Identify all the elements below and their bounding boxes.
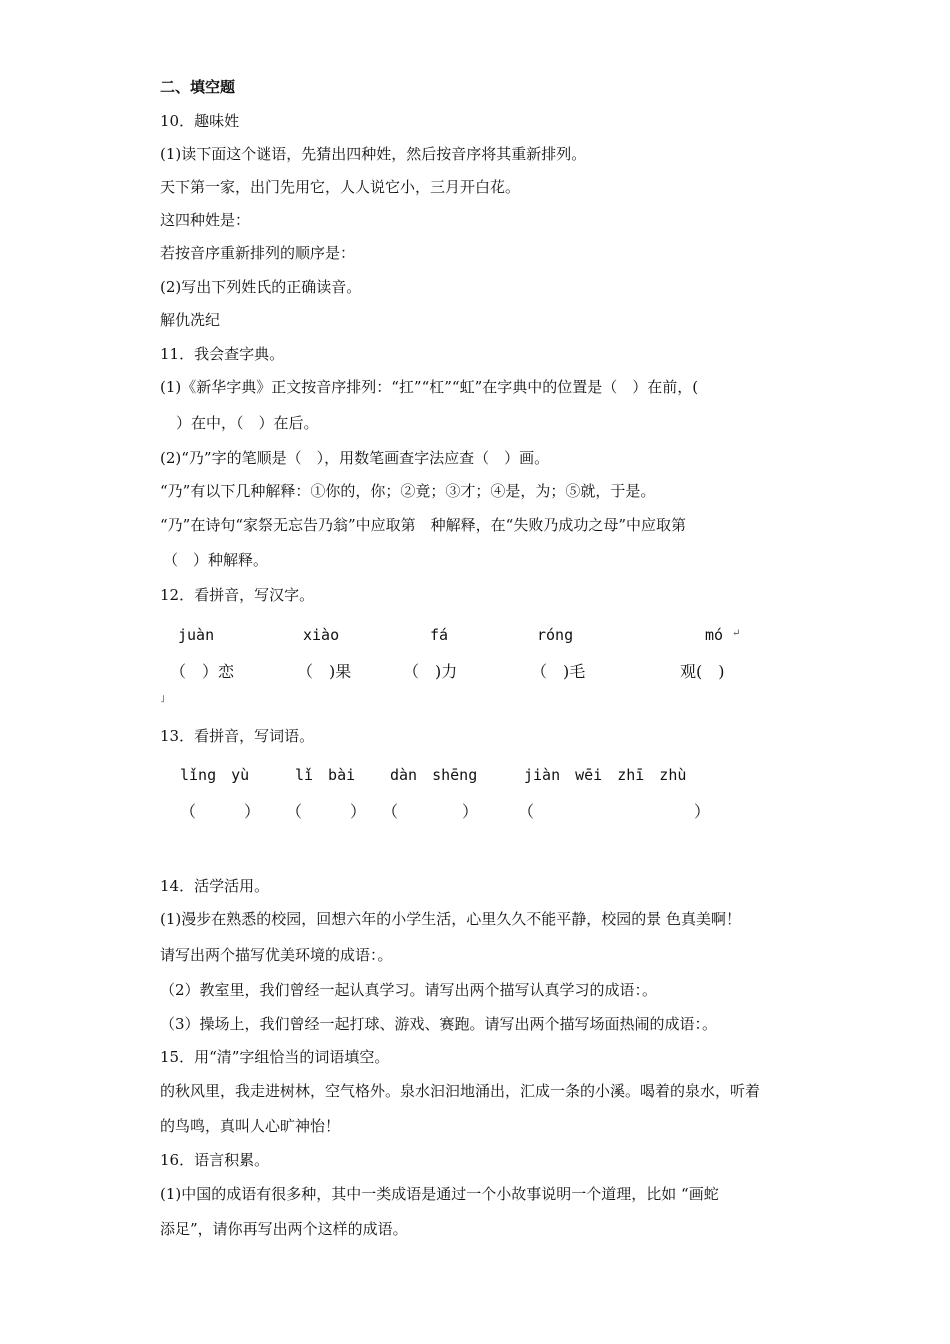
q13-blank-1: （ ） — [180, 802, 261, 821]
q10-answer-surnames: 这四种姓是： — [160, 211, 251, 229]
q13-pinyin-4: jiàn wēi zhī zhù — [524, 766, 687, 784]
q14-line-3: （2）教室里，我们曾经一起认真学习。请写出两个描写认真学习的成语：。 — [160, 981, 658, 999]
q10-riddle: 天下第一家，出门先用它，人人说它小，三月开白花。 — [160, 178, 521, 196]
q13-pinyin-2: lǐ bài — [295, 766, 356, 784]
paragraph-mark-icon: ˩ — [160, 694, 165, 705]
q12-blank-5: 观( ) — [680, 662, 725, 681]
q16-line-2: 添足”，请你再写出两个这样的成语。 — [160, 1220, 408, 1238]
q10-surnames: 解仇冼纪 — [160, 311, 221, 329]
q15-line-1: 的秋风里，我走进树林，空气格外。泉水汩汩地涌出，汇成一条的小溪。喝着的泉水，听着 — [160, 1082, 761, 1100]
q12-blank-2: （ )果 — [297, 662, 352, 681]
section-title: 二、填空题 — [160, 78, 236, 96]
q11-line-5: “乃”在诗句“家祭无忘告乃翁”中应取第 种解释，在“失败乃成功之母”中应取第 — [160, 516, 687, 534]
q10-instruction-2: (2)写出下列姓氏的正确读音。 — [160, 278, 362, 296]
q12-pinyin-3: fá — [430, 626, 449, 644]
q13-pinyin-3: dàn shēng — [390, 766, 478, 784]
q14-line-2: 请写出两个描写优美环境的成语：。 — [160, 946, 393, 964]
q12-blank-1: （ ）恋 — [170, 662, 235, 681]
q10-title: 10．趣味姓 — [160, 112, 240, 130]
q12-pinyin-2: xiào — [303, 626, 340, 644]
q10-answer-order: 若按音序重新排列的顺序是： — [160, 244, 356, 262]
q11-line-4: “乃”有以下几种解释：①你的，你；②竟；③才；④是，为；⑤就，于是。 — [160, 482, 656, 500]
q11-line-3: (2)“乃”字的笔顺是（ ），用数笔画查字法应查（ ）画。 — [160, 449, 550, 467]
q14-line-1: (1)漫步在熟悉的校园，回想六年的小学生活，心里久久不能平静，校园的景 色真美啊！ — [160, 910, 742, 928]
q16-line-1: (1)中国的成语有很多种，其中一类成语是通过一个小故事说明一个道理，比如 “画蛇 — [160, 1185, 719, 1203]
q10-instruction-1: (1)读下面这个谜语，先猜出四种姓，然后按音序将其重新排列。 — [160, 145, 587, 163]
q12-pinyin-1: juàn — [178, 626, 215, 644]
q13-pinyin-1: lǐng yù — [180, 766, 250, 784]
q13-blank-3: （ ） — [382, 802, 479, 821]
q12-pinyin-5: mó — [705, 626, 724, 644]
enter-mark-icon: ↵ — [732, 628, 741, 639]
q16-title: 16．语言积累。 — [160, 1151, 270, 1169]
q12-title: 12．看拼音，写汉字。 — [160, 586, 315, 604]
q13-title: 13．看拼音，写词语。 — [160, 727, 315, 745]
q11-line-2: ）在中，（ ）在后。 — [176, 414, 319, 432]
q11-line-6: （ ）种解释。 — [163, 551, 269, 569]
q14-title: 14．活学活用。 — [160, 877, 270, 895]
q11-title: 11．我会查字典。 — [160, 345, 285, 363]
q12-blank-3: （ )力 — [403, 662, 458, 681]
q15-title: 15．用“清”字组恰当的词语填空。 — [160, 1048, 390, 1066]
q12-blank-4: （ )毛 — [531, 662, 586, 681]
q13-blank-4: （ ） — [518, 802, 711, 821]
q11-line-1: (1)《新华字典》正文按音序排列：“扛”“杠”“虹”在字典中的位置是（ ）在前，( — [160, 378, 699, 396]
q15-line-2: 的鸟鸣，真叫人心旷神怡！ — [160, 1117, 341, 1135]
q14-line-4: （3）操场上，我们曾经一起打球、游戏、赛跑。请写出两个描写场面热闹的成语：。 — [160, 1015, 718, 1033]
q13-blank-2: （ ） — [286, 802, 367, 821]
q12-pinyin-4: róng — [537, 626, 574, 644]
